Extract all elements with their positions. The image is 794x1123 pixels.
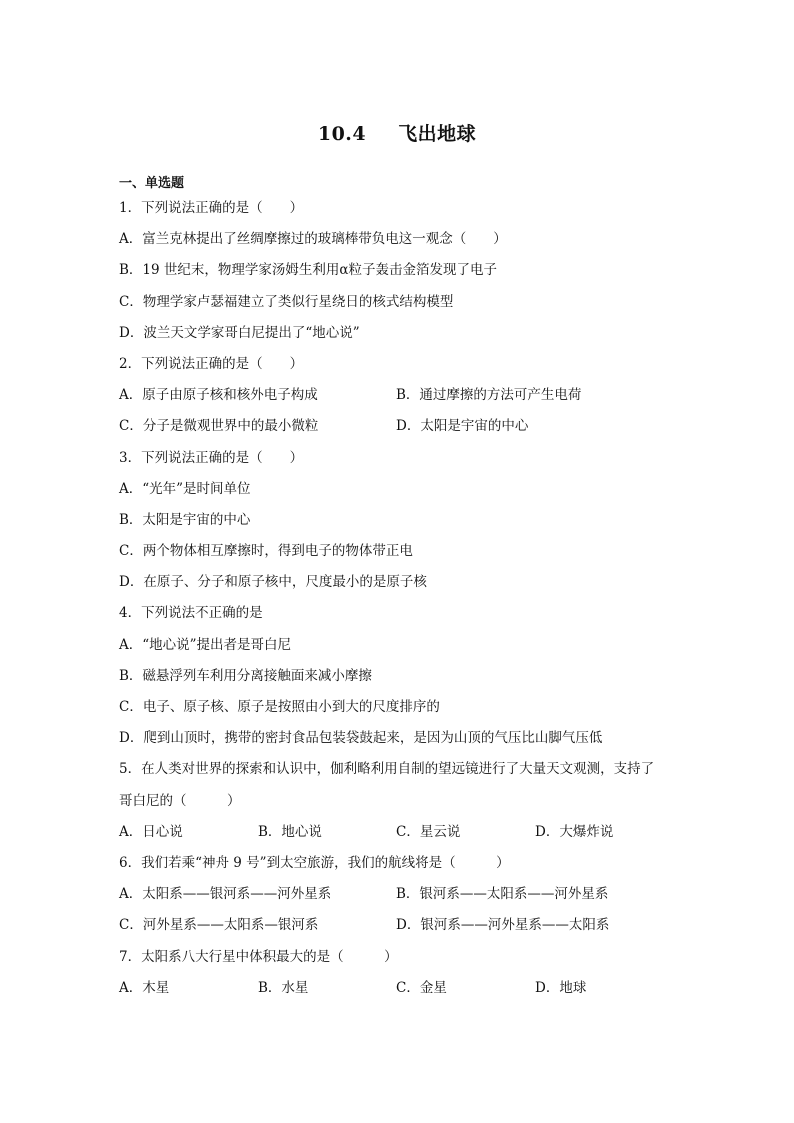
q5-option-a: A．日心说 <box>119 823 183 840</box>
q7-option-d: D．地球 <box>535 979 587 996</box>
q2-stem: 2．下列说法正确的是（ ） <box>119 355 304 372</box>
q5-stem-line1: 5．在人类对世界的探索和认识中，伽利略利用自制的望远镜进行了大量天文观测，支持了 <box>119 761 655 778</box>
q7-option-c: C．金星 <box>396 979 447 996</box>
q4-option-d: D．爬到山顶时，携带的密封食品包装袋鼓起来，是因为山顶的气压比山脚气压低 <box>119 730 603 747</box>
q6-option-c: C．河外星系——太阳系—银河系 <box>119 917 319 934</box>
q6-option-a: A．太阳系——银河系——河外星系 <box>119 886 332 903</box>
q2-option-b: B．通过摩擦的方法可产生电荷 <box>396 387 582 404</box>
q7-options <box>119 973 679 1004</box>
q1-option-c: C．物理学家卢瑟福建立了类似行星绕日的核式结构模型 <box>119 293 454 310</box>
q6-stem: 6．我们若乘“神舟 9 号”到太空旅游，我们的航线将是（ ） <box>119 854 510 871</box>
q3-option-b: B．太阳是宇宙的中心 <box>119 511 251 528</box>
q4-option-a: A．“地心说”提出者是哥白尼 <box>119 636 292 653</box>
q2-option-a: A．原子由原子核和核外电子构成 <box>119 387 318 404</box>
section-heading: 一、单选题 <box>119 176 185 191</box>
q4-option-b: B．磁悬浮列车利用分离接触面来减小摩擦 <box>119 667 372 684</box>
page-title <box>0 120 794 148</box>
q3-option-a: A．“光年”是时间单位 <box>119 480 251 497</box>
q3-option-d: D．在原子、分子和原子核中，尺度最小的是原子核 <box>119 574 427 591</box>
q4-stem: 4．下列说法不正确的是 <box>119 605 263 622</box>
q1-stem: 1．下列说法正确的是（ ） <box>119 200 304 216</box>
q1-option-d: D．波兰天文学家哥白尼提出了“地心说” <box>119 324 360 341</box>
q6-options-row2 <box>119 910 679 941</box>
q5-option-c: C．星云说 <box>396 823 461 840</box>
q1-option-a: A．富兰克林提出了丝绸摩擦过的玻璃棒带负电这一观念（ ） <box>119 231 507 248</box>
question-list <box>119 193 679 1004</box>
q1-option-b: B．19 世纪末，物理学家汤姆生利用α粒子轰击金箔发现了电子 <box>119 262 498 279</box>
q4-option-c: C．电子、原子核、原子是按照由小到大的尺度排序的 <box>119 699 440 715</box>
q6-options-row1 <box>119 879 679 910</box>
q6-option-b: B．银河系——太阳系——河外星系 <box>396 886 609 903</box>
q7-option-a: A．木星 <box>119 979 170 996</box>
title-text: 飞出地球 <box>398 123 477 145</box>
q5-stem-line2: 哥白尼的（ ） <box>119 792 241 809</box>
q5-option-d: D．大爆炸说 <box>535 823 614 840</box>
q7-stem: 7．太阳系八大行星中体积最大的是（ ） <box>119 948 398 965</box>
q6-option-d: D．银河系——河外星系——太阳系 <box>396 917 610 934</box>
title-number: 10.4 <box>317 123 367 145</box>
q2-options-row1 <box>119 380 679 411</box>
q3-option-c: C．两个物体相互摩擦时，得到电子的物体带正电 <box>119 543 413 560</box>
q2-option-d: D．太阳是宇宙的中心 <box>396 418 529 435</box>
q7-option-b: B．水星 <box>258 979 309 996</box>
q5-option-b: B．地心说 <box>258 823 322 840</box>
q2-option-c: C．分子是微观世界中的最小微粒 <box>119 418 319 435</box>
q5-options <box>119 817 679 848</box>
q3-stem: 3．下列说法正确的是（ ） <box>119 449 304 466</box>
q2-options-row2 <box>119 411 679 442</box>
